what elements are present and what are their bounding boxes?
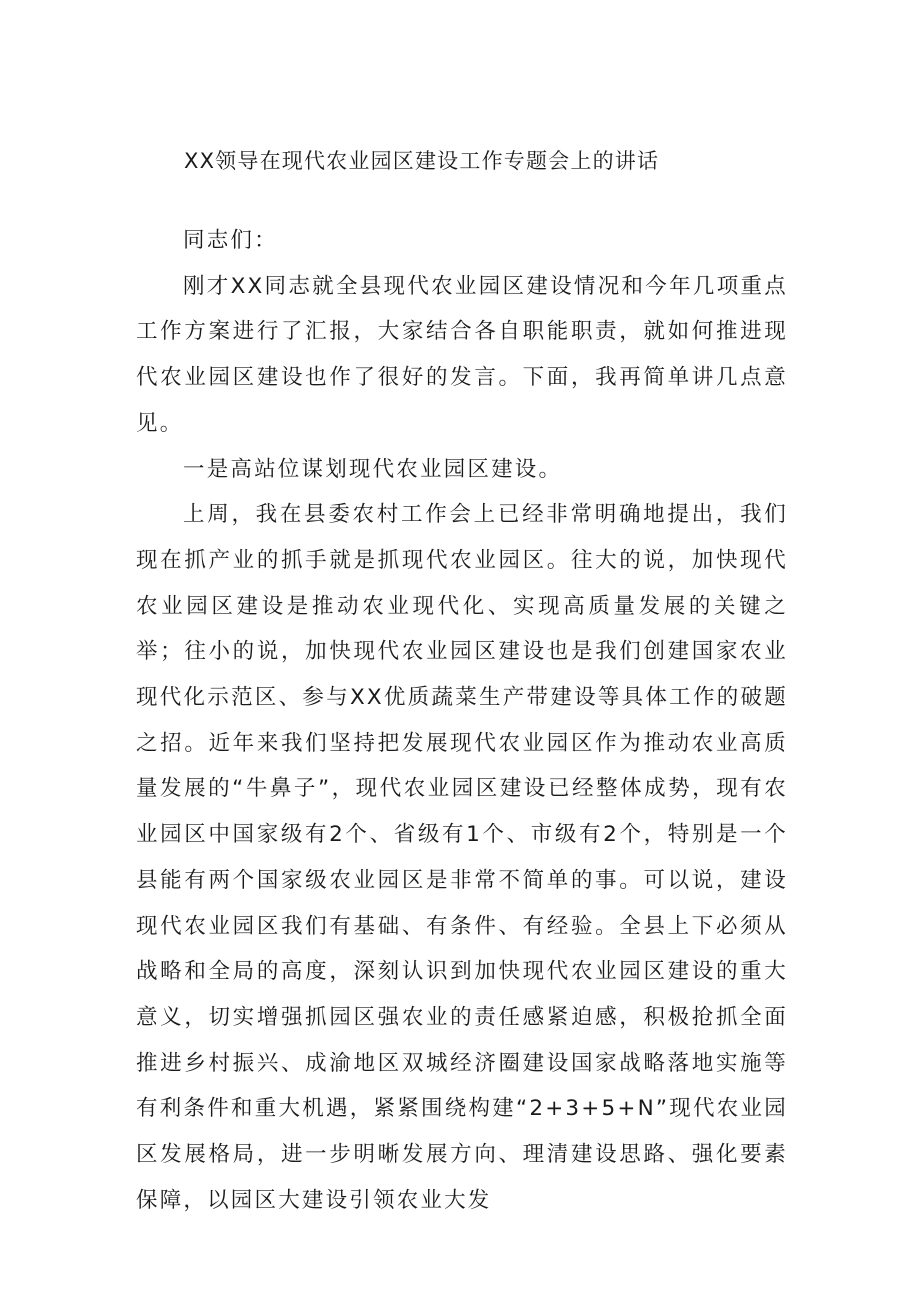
document-title: XX领导在现代农业园区建设工作专题会上的讲话: [184, 149, 660, 173]
paragraph-main: 上周，我在县委农村工作会上已经非常明确地提出，我们现在抓产业的抓手就是抓现代农业园区。往大的说，加快现代农业园区建设是推动农业现代化、实现高质量发展的关键之举；往小的说，加快现代农业园区建设也是我们创建国家农业现代化示范区、参与XX优质蔬菜生产带建设等具体工作的破题之招。近年来我们坚持把发展现代农业园区作为推动农业高质量发展的“牛鼻子”，现代农业园区建设已经整体成势，现有农业园区中国家级有2个、省级有1个、市级有2个，特别是一个县能有两个国家级农业园区是非常不简单的事。可以说，建设现代农业园区我们有基础、有条件、有经验。全县上下必须从战略和全局的高度，深刻认识到加快现代农业园区建设的重大意义，切实增强抓园区强农业的责任感紧迫感，积极抢抓全面推进乡村振兴、成渝地区双城经济圈建设国家战略落地实施等有利条件和重大机遇，紧紧围绕构建“2+3+5+N”现代农业园区发展格局，进一步明晰发展方向、理清建设思路、强化要素保障，以园区大建设引领农业大发: [136, 502, 788, 1213]
salutation: 同志们：: [183, 228, 278, 253]
paragraph-intro: 刚才XX同志就全县现代农业园区建设情况和今年几项重点工作方案进行了汇报，大家结合各自职能职责，就如何推进现代农业园区建设也作了很好的发言。下面，我再简单讲几点意见。: [136, 273, 788, 436]
paragraph-heading-1: 一是高站位谋划现代农业园区建设。: [183, 456, 563, 482]
document-body: [136, 218, 788, 1223]
